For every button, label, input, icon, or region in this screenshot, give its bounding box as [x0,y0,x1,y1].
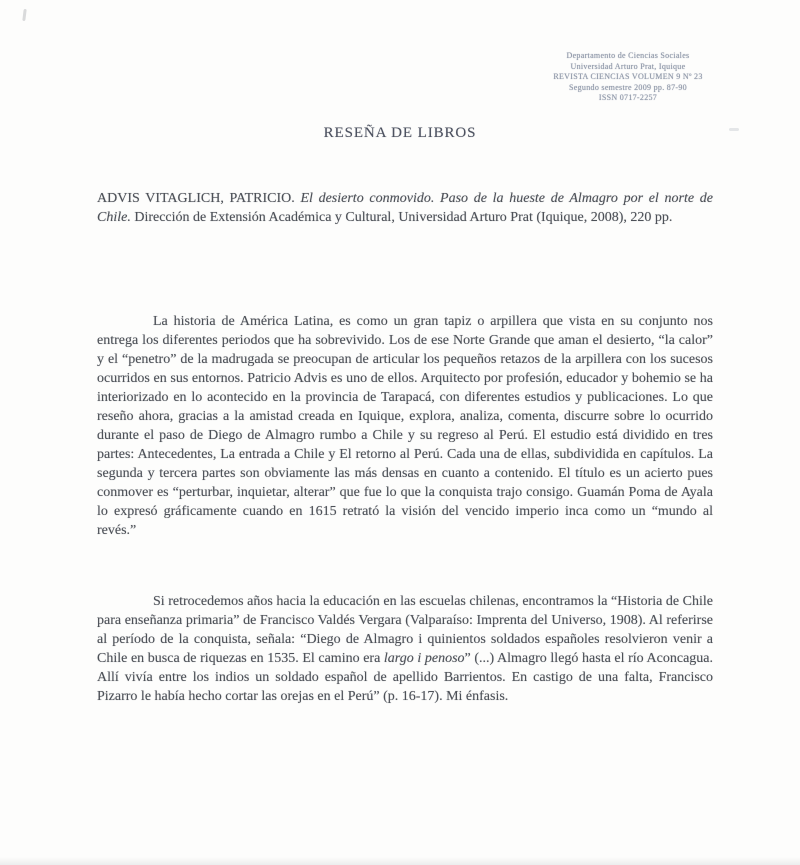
italic-text-segment: largo i penoso [383,651,465,666]
scan-edge-shadow [0,857,800,865]
review-paragraph-1 [97,312,713,540]
section-title: RESEÑA DE LIBROS [323,125,477,141]
journal-header-line-revista: REVISTA CIENCIAS VOLUMEN 9 Nº 23 [553,72,703,81]
journal-header-line-issn: ISSN 0717-2257 [598,93,658,102]
scan-artifact [22,9,26,21]
text-segment: La historia de América Latina, es como un gran tapiz o arpillera que vista en su conjunto nos entrega los diferentes periodos que ha sobrevivido. Los de ese Norte Grande que aman el desierto, “la calor” y el “penetro” de la madrugada se preocupan de articular los pequeños retazos de la arpillera con los sucesos ocurridos en sus entornos. Patricio Advis es uno de ellos. Arquitecto por profesión, educador y bohemio se ha interiorizado en lo acontecido en la provincia de Tarapacá, con diferentes estudios y publicaciones. Lo que reseño ahora, gracias a la amistad creada en Iquique, explora, analiza, comenta, discurre sobre lo ocurrido durante el paso de Diego de Almagro rumbo a Chile y su regreso al Perú. El estudio está dividido en tres partes: Antecedentes, La entrada a Chile y El retorno al Perú. Cada una de ellas, subdividida en capítulos. La segunda y tercera partes son obviamente las más densas en cuanto a contenido. El título es un acierto pues conmover es “perturbar, inquietar, alterar” que fue lo que la conquista trajo consigo. Guamán Poma de Ayala lo expresó gráficamente cuando en 1615 retrató la visión del vencido imperio inca como un “mundo al revés.” [97,314,713,538]
journal-header-line-semester: Segundo semestre 2009 pp. 87-90 [569,82,687,92]
text-segment: ” (...) Almagro llegó hasta el río Aconcagua. Allí vivía entre los indios un soldado español de apellido Barrientos. En castigo de una falta, Francisco Pizarro le había hecho cortar las orejas en el Perú” (p. 16-17). Mi énfasis. [97,651,713,704]
journal-header-line-department: Departamento de Ciencias Sociales [566,51,690,60]
journal-header-line-university: Universidad Arturo Prat, Iquique [570,61,686,71]
journal-header [480,51,776,104]
text-segment: Si retrocedemos años hacia la educación en las escuelas chilenas, encontramos la “Historia de Chile para enseñanza primaria” de Francisco Valdés Vergara (Valparaíso: Imprenta del Universo, 1908). Al referirse al período de la conquista, señala: “Diego de Almagro i quinientos soldados españoles resolvieron venir a Chile en busca de riquezas en 1535. El camino era [97,594,713,666]
review-paragraph-2 [97,592,713,706]
text-segment: Dirección de Extensión Académica y Cultural, Universidad Arturo Prat (Iquique, 2008), 220 pp. [130,210,673,225]
book-citation [97,189,713,227]
text-segment: ADVIS VITAGLICH, PATRICIO. [97,191,301,206]
italic-text-segment: El desierto conmovido. Paso de la hueste de Almagro por el norte de Chile. [97,191,713,225]
